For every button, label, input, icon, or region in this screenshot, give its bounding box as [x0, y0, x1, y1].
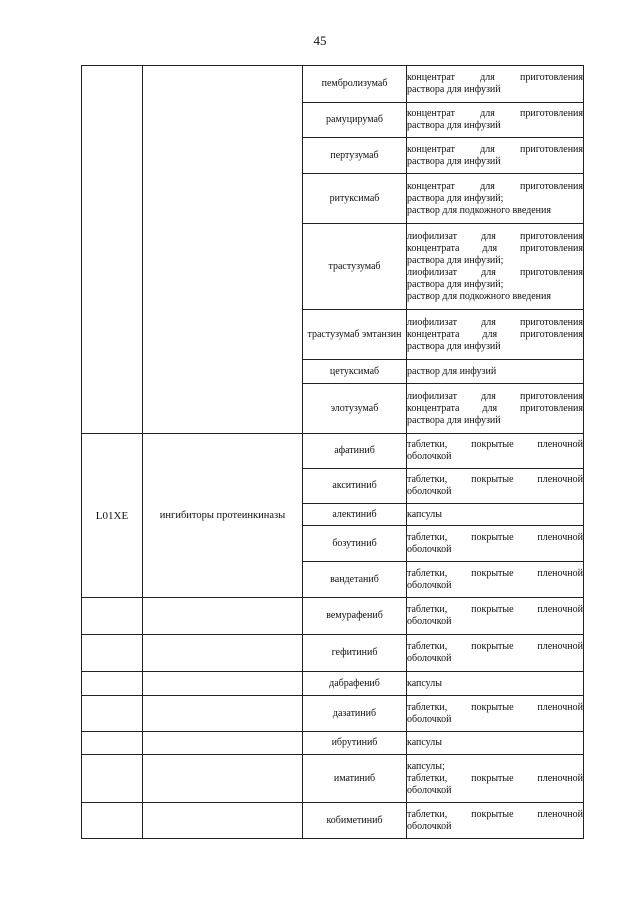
- dosage-form: таблетки, покрытые пленочной оболочкой: [407, 803, 584, 839]
- table-row: [82, 696, 584, 732]
- dosage-form: капсулы: [407, 672, 584, 696]
- table-row: [82, 803, 584, 839]
- drug-table: [81, 65, 584, 839]
- dosage-form: капсулы: [407, 504, 584, 526]
- drug-name: рамуцирумаб: [303, 103, 407, 138]
- dosage-form: раствор для инфузий: [407, 360, 584, 384]
- drug-name: дазатиниб: [303, 696, 407, 732]
- drug-name: акситиниб: [303, 469, 407, 504]
- drug-name: ибрутиниб: [303, 732, 407, 755]
- table-row: [82, 732, 584, 755]
- group-cell-empty: [143, 635, 303, 672]
- drug-name: пембролизумаб: [303, 66, 407, 103]
- dosage-form: концентрат для приготовления раствора для инфузий: [407, 66, 584, 103]
- dosage-form: таблетки, покрытые пленочной оболочкой: [407, 635, 584, 672]
- code-cell-empty: [82, 635, 143, 672]
- dosage-form: лиофилизат для приготовления концентрата для приготовления раствора для инфузий: [407, 310, 584, 360]
- group-cell-empty: [143, 696, 303, 732]
- drug-name: вандетаниб: [303, 562, 407, 598]
- dosage-form: таблетки, покрытые пленочной оболочкой: [407, 526, 584, 562]
- table-row: [82, 598, 584, 635]
- code-cell-empty: [82, 598, 143, 635]
- dosage-form: лиофилизат для приготовления концентрата для приготовления раствора для инфузий; лиофилизат для приготовления раствора для инфузий; раствор для подкожного введения: [407, 224, 584, 310]
- drug-name: кобиметиниб: [303, 803, 407, 839]
- group-cell-empty: [143, 803, 303, 839]
- dosage-form: капсулы; таблетки, покрытые пленочной оболочкой: [407, 755, 584, 803]
- dosage-form: таблетки, покрытые пленочной оболочкой: [407, 562, 584, 598]
- code-cell-empty: [82, 672, 143, 696]
- group-cell-empty: [143, 755, 303, 803]
- code-cell-empty: [82, 732, 143, 755]
- code-cell-empty: [82, 755, 143, 803]
- drug-name: афатиниб: [303, 434, 407, 469]
- group-cell-empty: [143, 66, 303, 434]
- drug-name: ритуксимаб: [303, 174, 407, 224]
- drug-name: пертузумаб: [303, 138, 407, 174]
- dosage-form: таблетки, покрытые пленочной оболочкой: [407, 598, 584, 635]
- dosage-form: лиофилизат для приготовления концентрата для приготовления раствора для инфузий: [407, 384, 584, 434]
- dosage-form: таблетки, покрытые пленочной оболочкой: [407, 696, 584, 732]
- group-cell-empty: [143, 732, 303, 755]
- dosage-form: концентрат для приготовления раствора для инфузий; раствор для подкожного введения: [407, 174, 584, 224]
- drug-name: гефитиниб: [303, 635, 407, 672]
- group-cell-empty: [143, 598, 303, 635]
- atc-code: L01XE: [82, 434, 143, 598]
- drug-name: дабрафениб: [303, 672, 407, 696]
- table-row: [82, 672, 584, 696]
- drug-name: бозутиниб: [303, 526, 407, 562]
- group-name: ингибиторы протеинкиназы: [143, 434, 303, 598]
- dosage-form: таблетки, покрытые пленочной оболочкой: [407, 434, 584, 469]
- drug-name: элотузумаб: [303, 384, 407, 434]
- code-cell-empty: [82, 803, 143, 839]
- drug-name: вемурафениб: [303, 598, 407, 635]
- group-cell-empty: [143, 672, 303, 696]
- dosage-form: концентрат для приготовления раствора для инфузий: [407, 138, 584, 174]
- table-row: [82, 635, 584, 672]
- dosage-form: концентрат для приготовления раствора для инфузий: [407, 103, 584, 138]
- dosage-form: капсулы: [407, 732, 584, 755]
- code-cell-empty: [82, 696, 143, 732]
- dosage-form: таблетки, покрытые пленочной оболочкой: [407, 469, 584, 504]
- table-row: [82, 434, 584, 469]
- drug-name: цетуксимаб: [303, 360, 407, 384]
- table-row: [82, 66, 584, 103]
- table-row: [82, 755, 584, 803]
- drug-name: трастузумаб эмтанзин: [303, 310, 407, 360]
- page-number: 45: [313, 33, 327, 48]
- drug-name: алектиниб: [303, 504, 407, 526]
- code-cell-empty: [82, 66, 143, 434]
- drug-name: иматиниб: [303, 755, 407, 803]
- drug-name: трастузумаб: [303, 224, 407, 310]
